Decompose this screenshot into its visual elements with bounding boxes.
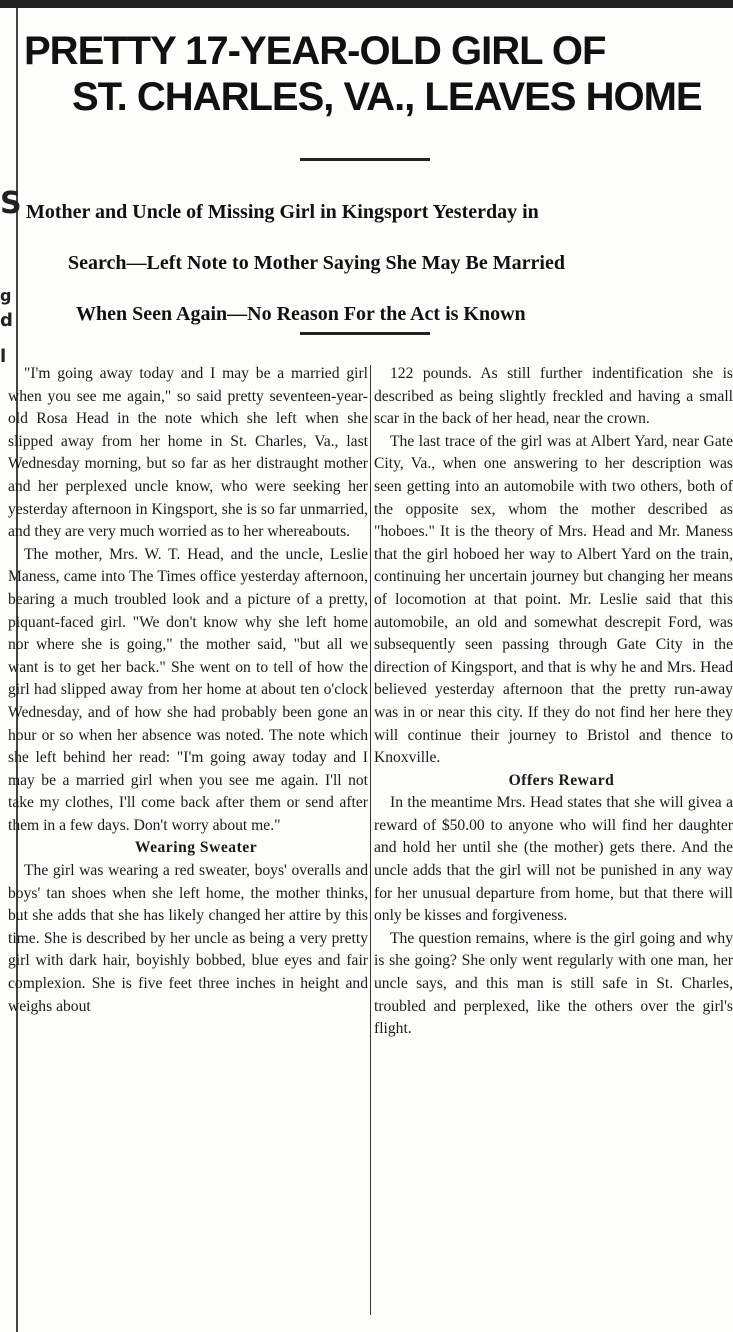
headline-divider <box>300 158 430 161</box>
article-column-2 <box>374 363 733 1041</box>
deck-line-2: Search—Left Note to Mother Saying She May Be Married <box>68 252 565 274</box>
margin-fragment: S <box>0 186 22 221</box>
paragraph: The question remains, where is the girl going and why is she going? She only went regularly with one man, her uncle says, and this man is still safe in St. Charles, troubled and perplexed, like the others over the girl's flight. <box>374 929 733 1038</box>
margin-fragment: d <box>0 310 13 331</box>
paragraph: The mother, Mrs. W. T. Head, and the uncle, Leslie Maness, came into The Times office yesterday afternoon, bearing a much troubled look and a picture of a pretty, piquant-faced girl. "We don't know why she left home nor where she is going," the mother said, "but all we want is to get her back." She went on to tell of how the girl had slipped away from her home at about ten o'clock Wednesday, and of how she had probably been gone an hour or so when her absence was noted. The note which she left behind her read: "I'm going away today and I may be a married girl when you see me again. I'll not take my clothes, I'll come back after them or send after them in a few days. Don't worry about me." <box>8 545 368 834</box>
headline-line-1: PRETTY 17-YEAR-OLD GIRL OF <box>24 29 606 73</box>
margin-fragment: g <box>0 286 12 305</box>
margin-fragment: l <box>0 346 7 367</box>
deck-line-3: When Seen Again—No Reason For the Act is Known <box>76 303 526 325</box>
deck-headline <box>26 187 733 340</box>
top-border <box>0 0 733 8</box>
paragraph: 122 pounds. As still further indentification she is described as being slightly freckled and having a small scar in the back of her head, near the crown. <box>374 365 733 428</box>
paragraph: The girl was wearing a red sweater, boys' overalls and boys' tan shoes when she left home, the mother thinks, but she adds that she has likely changed her attire by this time. She is described by her uncle as being a very pretty girl with dark hair, boyishly bobbed, blue eyes and fair complexion. She is five feet three inches in height and weighs about <box>8 862 368 1015</box>
headline-line-2: ST. CHARLES, VA., LEAVES HOME <box>72 75 702 119</box>
paragraph: In the meantime Mrs. Head states that she will givea a reward of $50.00 to anyone who will find her daughter and hold her until she (the mother) gets there. And the uncle adds that the girl will not be punished in any way for her unusual departure from home, but that there will only be kisses and forgiveness. <box>374 794 733 925</box>
paragraph: The last trace of the girl was at Albert Yard, near Gate City, Va., when one answering to her description was seen getting into an automobile with two others, both of the opposite sex, whom the mother described as "hoboes." It is the theory of Mrs. Head and Mr. Maness that the girl hoboed her way to Albert Yard on the train, continuing her uncertain journey but changing her means of locomotion at that point. Mr. Leslie said that this automobile, an old and somewhat descrepit Ford, was subsequently seen passing through Gate City in the direction of Kingsport, and that is why he and Mrs. Head believed yesterday afternoon that the pretty run-away was in or near this city. If they do not find her here they will continue their journey to Bristol and thence to Knoxville. <box>374 432 733 767</box>
deck-line-1: Mother and Uncle of Missing Girl in Kingsport Yesterday in <box>26 201 539 223</box>
headline <box>24 28 733 120</box>
paragraph: "I'm going away today and I may be a married girl when you see me again," so said pretty seventeen-year-old Rosa Head in the note which she left when she slipped away from her home in St. Charles, Va., last Wednesday morning, but so far as her distraught mother and her perplexed uncle know, who were seeking her yesterday afternoon in Kingsport, she is so far unmarried, and they are very much worried as to her whereabouts. <box>8 365 368 541</box>
subhead: Offers Reward <box>508 771 615 789</box>
article-column-1 <box>8 363 368 1018</box>
subhead: Wearing Sweater <box>134 839 258 857</box>
column-rule <box>370 365 371 1315</box>
deck-divider <box>300 332 430 335</box>
